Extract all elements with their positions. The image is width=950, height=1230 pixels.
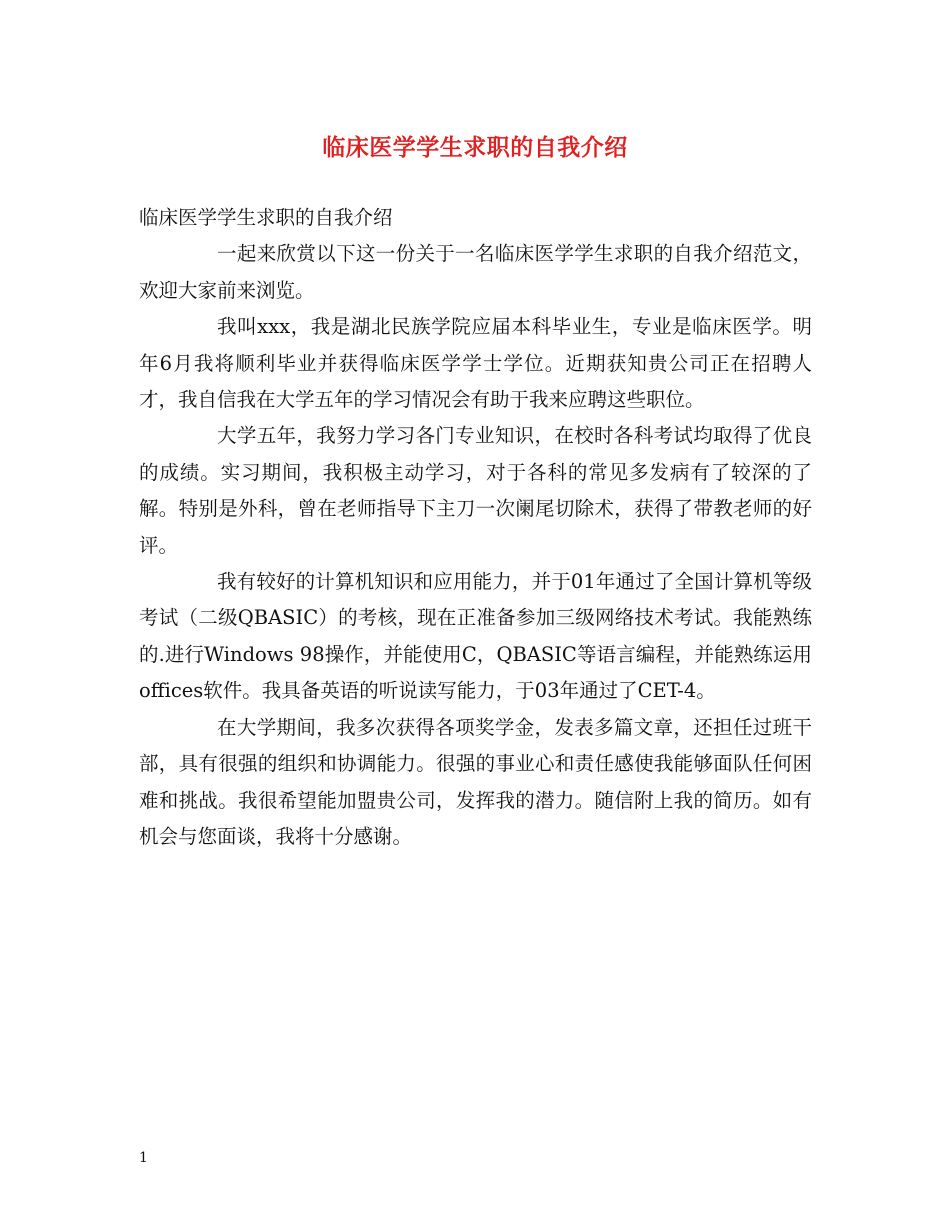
paragraph-intro: 一起来欣赏以下这一份关于一名临床医学学生求职的自我介绍范文，欢迎大家前来浏览。	[139, 242, 812, 302]
document-title: 临床医学学生求职的自我介绍	[322, 134, 628, 161]
document-body	[139, 200, 812, 855]
paragraph-background: 我叫xxx，我是湖北民族学院应届本科毕业生，专业是临床医学。明年6月我将顺利毕业并获得临床医学学士学位。近期获知贵公司正在招聘人才，我自信我在大学五年的学习情况会有助于我来应聘这些职位。	[139, 315, 812, 412]
paragraph-skills: 我有较好的计算机知识和应用能力，并于01年通过了全国计算机等级考试（二级QBASIC）的考核，现在正准备参加三级网络技术考试。我能熟练的.进行Windows 98操作，并能使用C，QBASIC等语言编程，并能熟练运用offices软件。我具备英语的听说读写能力，于03年通过了CET-4。	[139, 570, 812, 703]
page-number: 1	[139, 1150, 148, 1166]
paragraph-studies: 大学五年，我努力学习各门专业知识，在校时各科考试均取得了优良的成绩。实习期间，我积极主动学习，对于各科的常见多发病有了较深的了解。特别是外科，曾在老师指导下主刀一次阑尾切除术，获得了带教老师的好评。	[139, 424, 812, 557]
paragraph-closing: 在大学期间，我多次获得各项奖学金，发表多篇文章，还担任过班干部，具有很强的组织和协调能力。很强的事业心和责任感使我能够面队任何困难和挑战。我很希望能加盟贵公司，发挥我的潜力。随信附上我的简历。如有机会与您面谈，我将十分感谢。	[139, 715, 812, 848]
document-subtitle: 临床医学学生求职的自我介绍	[139, 206, 393, 229]
